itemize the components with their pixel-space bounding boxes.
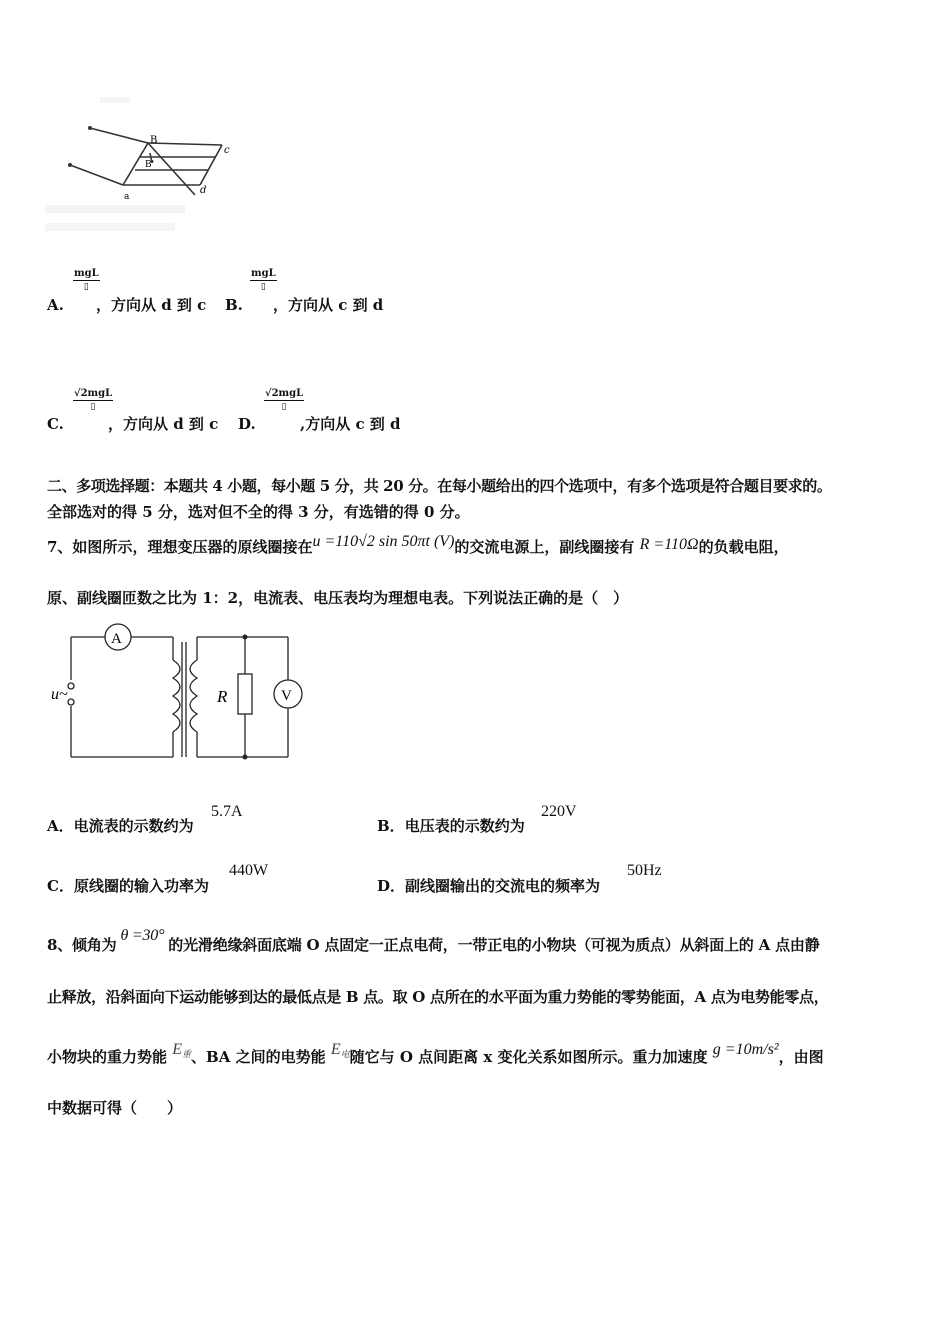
q8-theta-formula: θ =30° [120, 927, 165, 944]
option-letter: A． [47, 817, 74, 835]
q6-option-d[interactable] [238, 415, 256, 433]
svg-text:c: c [224, 145, 230, 156]
q7-formula-u: u =110√2 sin 50πt (V) [312, 533, 455, 550]
q6-option-b[interactable] [225, 296, 243, 314]
q7-stem-line1 [47, 533, 789, 557]
section2-line2: 全部选对的得 5 分，选对但不全的得 3 分，有选错的得 0 分。 [47, 503, 470, 521]
q6-option-c-fraction [73, 388, 113, 413]
q8-stem-line1 [47, 927, 820, 955]
option-text: 副线圈输出的交流电的频率为 [405, 877, 601, 895]
q8-prefix: 8、倾角为 [47, 936, 117, 954]
option-letter: C． [47, 877, 74, 895]
q6-option-d-text: ,方向从 c 到 d [300, 415, 401, 433]
q8-line3-c: 随它与 O 点间距离 x 变化关系如图所示。重力加速度 [349, 1048, 708, 1066]
svg-text:V: V [281, 688, 292, 704]
symbol-subscript: 电 [340, 1049, 350, 1059]
svg-text:a: a [124, 192, 130, 202]
fraction-numerator: mgL [74, 268, 99, 279]
option-text: 电压表的示数约为 [404, 817, 525, 835]
q7-option-c-value: 440W [229, 862, 269, 879]
fraction-numerator: √2mgL [265, 388, 304, 399]
q7-suffix: 的负载电阻， [698, 538, 789, 556]
q8-line3-b: 、BA 之间的电势能 [191, 1048, 326, 1066]
q6-option-d-fraction [264, 388, 304, 413]
circuit-svg [45, 622, 315, 767]
fraction-numerator: mgL [251, 268, 276, 279]
option-letter: B. [225, 296, 243, 314]
svg-text:B': B' [145, 160, 155, 170]
q7-option-b[interactable] [377, 815, 525, 836]
symbol-e: E [330, 1041, 341, 1058]
q8-line3-a: 小物块的重力势能 [47, 1048, 168, 1066]
q6-option-c[interactable] [47, 415, 64, 433]
q6-option-a-text: ，方向从 d 到 c [96, 296, 207, 314]
q6-option-c-text: ，方向从 d 到 c [108, 415, 219, 433]
fraction-denominator: ▯ [90, 402, 96, 412]
q7-option-c[interactable] [47, 875, 209, 896]
q6-option-b-fraction [250, 268, 277, 293]
q7-option-a-value: 5.7A [211, 803, 243, 820]
option-letter: A. [47, 296, 64, 314]
q7-circuit-diagram [45, 622, 315, 767]
fraction-denominator: ▯ [83, 282, 89, 292]
option-text: 原线圈的输入功率为 [73, 877, 209, 895]
q7-option-d[interactable] [377, 875, 600, 896]
q6-option-a-fraction [73, 268, 100, 293]
symbol-subscript: 重 [182, 1049, 192, 1059]
q8-g-formula: g =10m/s² [712, 1041, 779, 1058]
fraction-numerator: √2mgL [74, 388, 113, 399]
rail-diagram-figure [40, 95, 240, 245]
q7-option-a[interactable] [47, 815, 194, 836]
fraction-denominator: ▯ [260, 282, 266, 292]
fraction-denominator: ▯ [281, 402, 287, 412]
q8-stem-line4: 中数据可得（ ） [47, 1099, 183, 1117]
rail-diagram-svg [40, 95, 240, 245]
q8-stem-line2: 止释放，沿斜面向下运动能够到达的最低点是 B 点。取 O 点所在的水平面为重力势能的零势能面，A 点为电势能零点， [47, 988, 829, 1006]
option-letter: D． [377, 877, 406, 895]
electric-energy-symbol [331, 1041, 350, 1058]
section2-line1: 二、多项选择题：本题共 4 小题，每小题 5 分，共 20 分。在每小题给出的四个选项中，有多个选项是符合题目要求的。 [47, 477, 832, 495]
q7-mid: 的交流电源上，副线圈接有 [454, 538, 635, 556]
q7-formula-r: R =110Ω [639, 536, 699, 553]
q6-option-a[interactable] [47, 296, 64, 314]
svg-text:A: A [111, 631, 122, 647]
option-letter: B． [377, 817, 405, 835]
option-text: 电流表的示数约为 [73, 817, 194, 835]
svg-text:d: d [200, 185, 207, 196]
q8-line1-text: 的光滑绝缘斜面底端 O 点固定一正点电荷，一带正电的小物块（可视为质点）从斜面上的 A 点由静 [168, 936, 820, 954]
q7-option-d-value: 50Hz [627, 862, 662, 879]
q7-prefix: 7、如图所示，理想变压器的原线圈接在 [47, 538, 313, 556]
q8-line3-d: ，由图 [778, 1048, 824, 1066]
option-letter: C. [47, 415, 64, 433]
q7-option-b-value: 220V [541, 803, 577, 820]
svg-text:u~: u~ [51, 686, 68, 703]
q8-stem-line3 [47, 1041, 824, 1067]
svg-text:R: R [217, 687, 228, 706]
gravitational-energy-symbol [172, 1041, 191, 1058]
option-letter: D. [238, 415, 256, 433]
symbol-e: E [172, 1041, 183, 1058]
q6-option-b-text: ，方向从 c 到 d [273, 296, 384, 314]
q7-stem-line2: 原、副线圈匝数之比为 1：2，电流表、电压表均为理想电表。下列说法正确的是（ ） [47, 589, 629, 607]
svg-text:B: B [150, 135, 158, 146]
